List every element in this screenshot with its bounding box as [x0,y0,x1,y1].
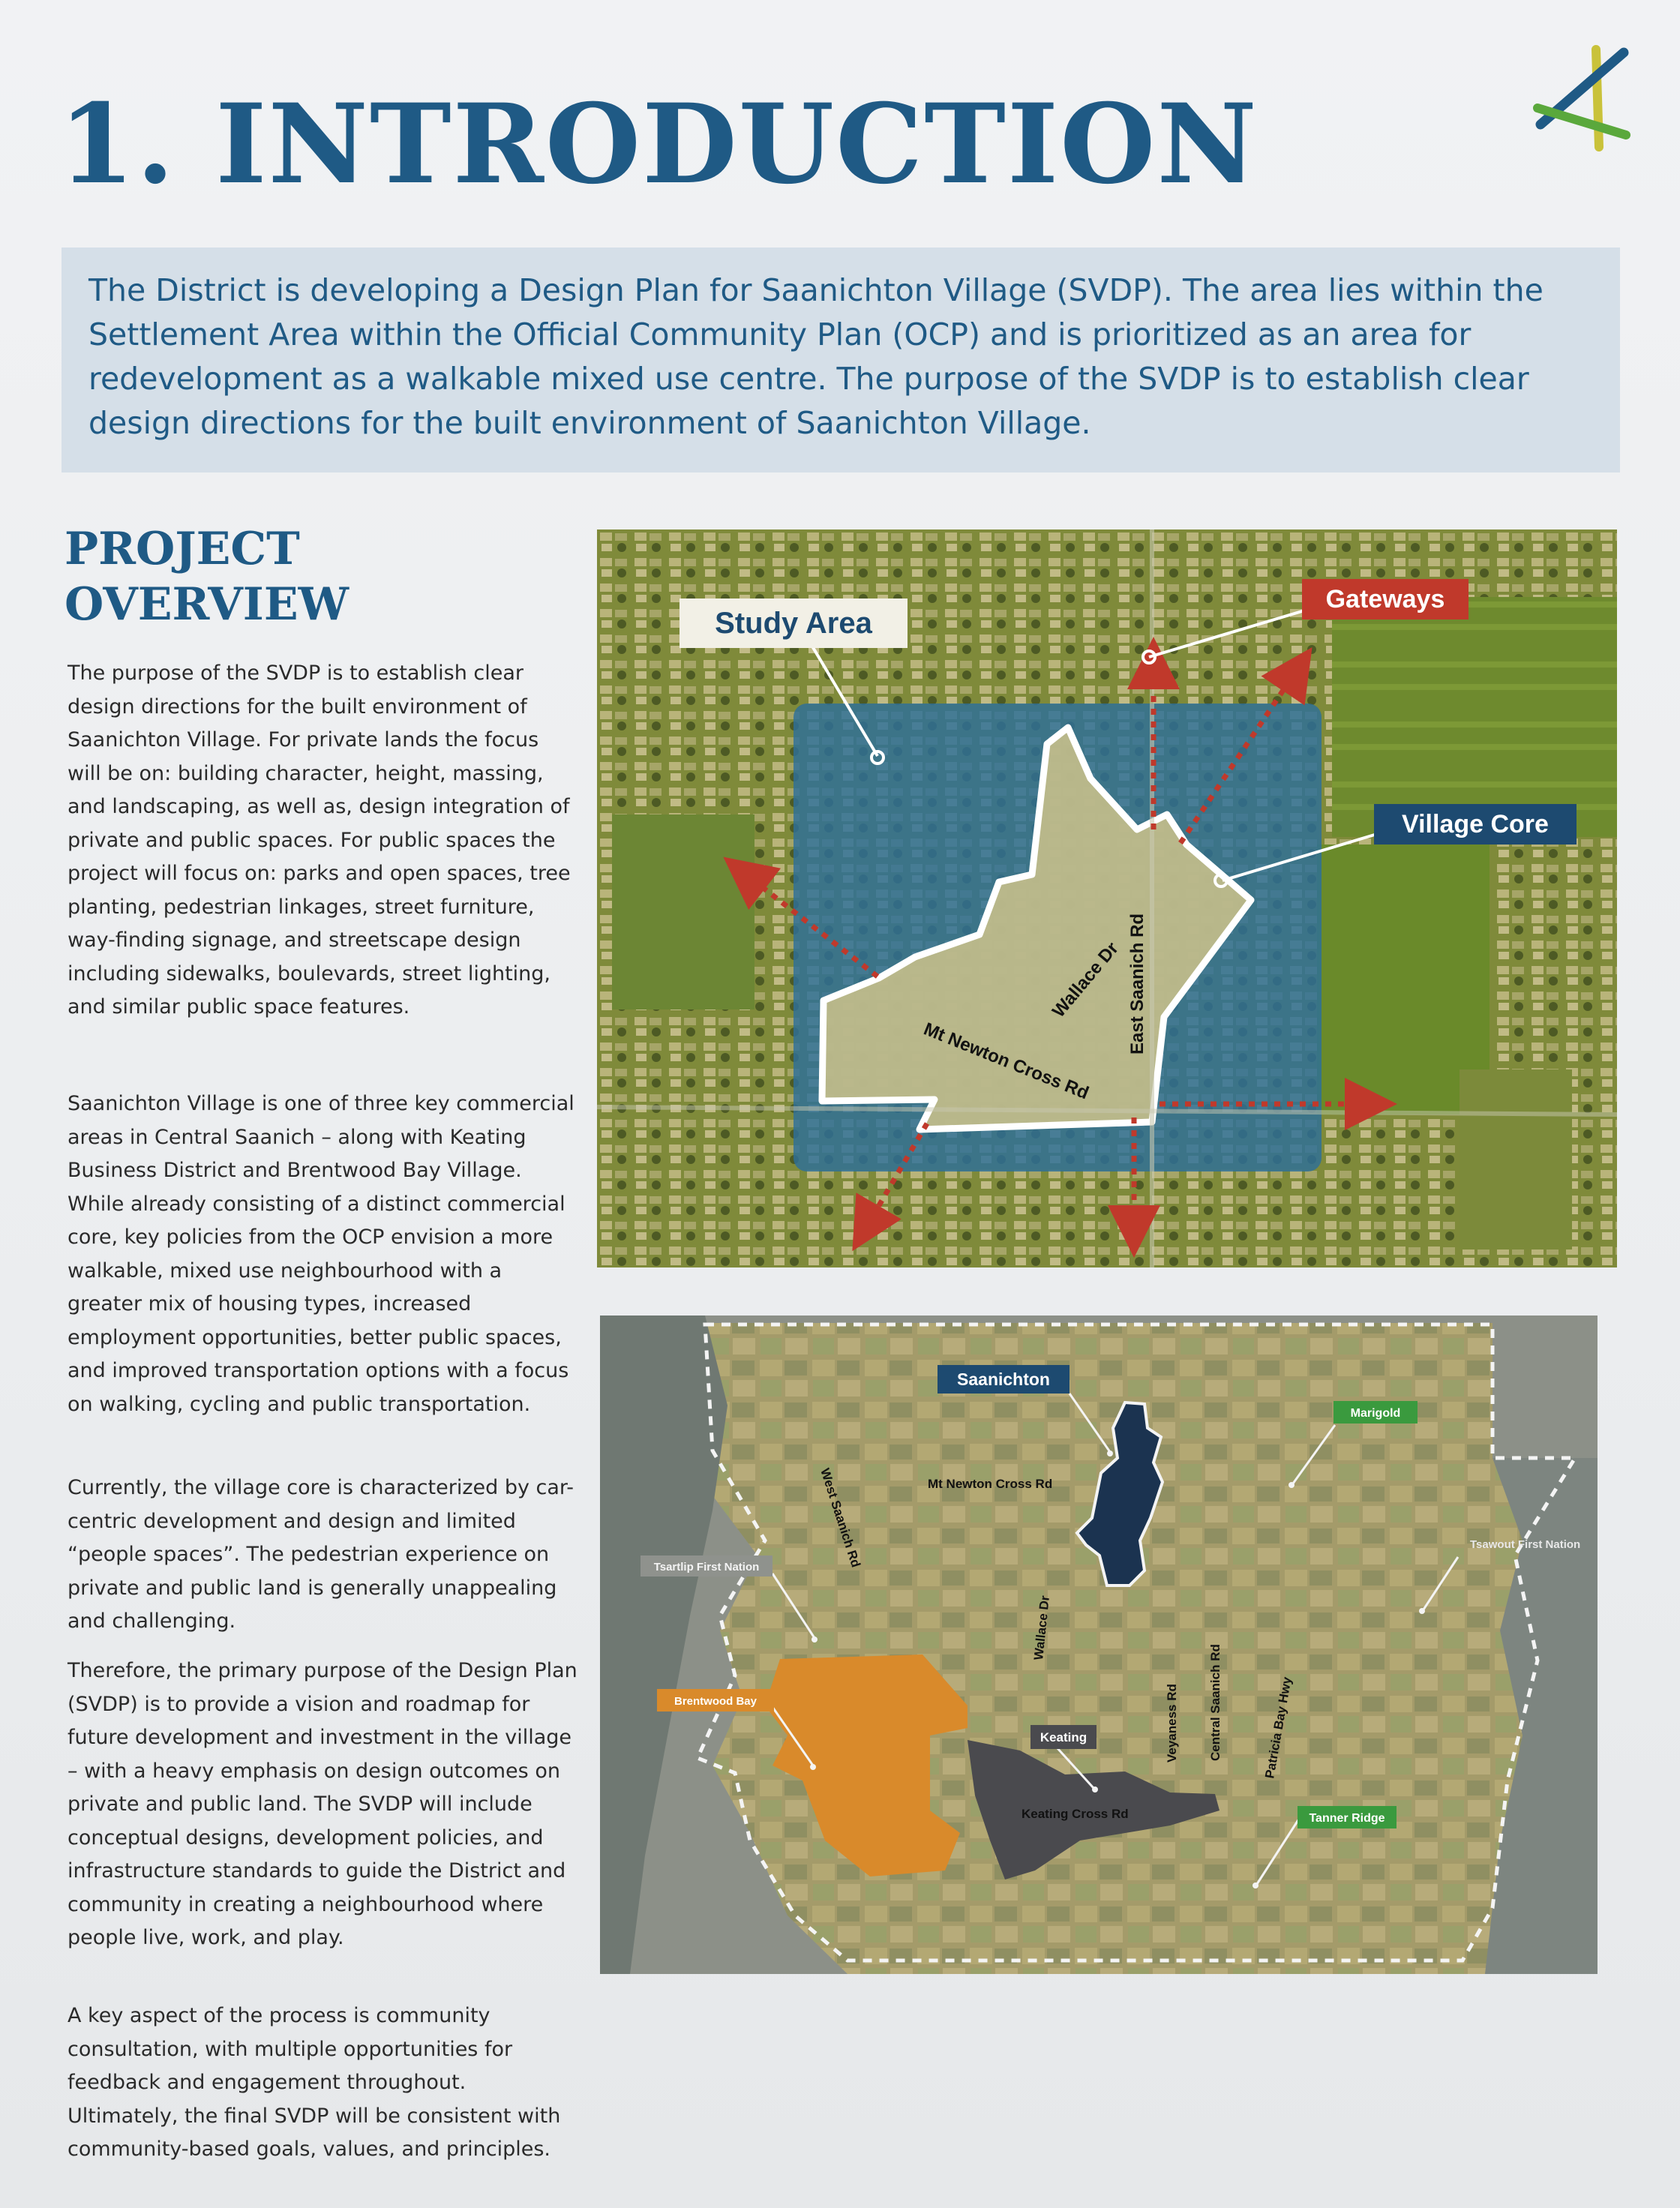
road-label-veyaness: Veyaness Rd [1165,1684,1179,1762]
keating-label: Keating [1040,1730,1088,1744]
study-area-map [597,530,1617,1268]
overview-paragraph-2: Saanichton Village is one of three key commercial areas in Central Saanich – along with Keating Business District and Brentwood Bay Village. While already consisting of a distinct commercial core, key policies from the OCP envision a more walkable, mixed use neighbourhood with a greater mix of housing types, increased employment opportunities, better public spaces, and improved transportation options with a focus on walking, cycling and public transportation. [68,1092,574,1416]
tsartlip-label: Tsartlip First Nation [653,1561,760,1574]
overview-paragraph-3: Currently, the village core is characterized by car-centric development and design and limited “people spaces”. The pedestrian experience on private and public land is generally unappealing and challenging. [68,1476,574,1633]
section-title: PROJECT OVERVIEW [64,523,349,631]
tsawout-label: Tsawout First Nation [1470,1538,1581,1551]
marigold-label: Marigold [1350,1407,1401,1420]
brentwood-label: Brentwood Bay [674,1695,758,1708]
context-map [600,1316,1598,1974]
overview-paragraph-1: The purpose of the SVDP is to establish clear design directions for the built environment of Saanichton Village. For private lands the focus will be on: building character, height, massing, and landscaping, as well as, design integration of private and public spaces. For public spaces the project will focus on: parks and open spaces, tree planting, pedestrian linkages, street furniture, way-finding signage, and streetscape design including sidewalks, boulevards, street lighting, and similar public space features. [68,662,571,1018]
tanner-ridge-label: Tanner Ridge [1309,1812,1385,1825]
page-title: 1. INTRODUCTION [58,80,1258,208]
gateways-label: Gateways [1325,585,1445,614]
village-core-label: Village Core [1402,810,1549,838]
road-label-mt-newton: Mt Newton Cross Rd [920,1018,1092,1104]
road-label-patricia-bay: Patricia Bay Hwy [1262,1676,1294,1780]
district-logo-icon [1530,42,1635,154]
road-label-east-saanich: East Saanich Rd [1127,913,1148,1054]
intro-text: The District is developing a Design Plan for Saanichton Village (SVDP). The area lies within the Settlement Area within the Official Community Plan (OCP) and is prioritized as an area for redevelopment as a walkable mixed use centre. The purpose of the SVDP is to establish clear design directions for the built environment of Saanichton Village. [88,272,1544,441]
road-label-west-saanich: West Saanich Rd [818,1466,863,1570]
road-label-central-saanich: Central Saanich Rd [1208,1644,1222,1761]
road-label-wallace: Wallace Dr [1031,1594,1052,1661]
overview-paragraph-5: A key aspect of the process is community consultation, with multiple opportunities for feedback and engagement throughout. Ultimately, the final SVDP will be consistent with community-based goals, values, and principles. [68,2004,561,2161]
road-label-wallace: Wallace Dr [1048,938,1123,1022]
road-label-mt-newton: Mt Newton Cross Rd [928,1477,1053,1491]
intro-box [62,248,1620,472]
study-area-label: Study Area [715,607,872,640]
road-label-keating-cross: Keating Cross Rd [1022,1807,1129,1821]
overview-paragraph-4: Therefore, the primary purpose of the Design Plan (SVDP) is to provide a vision and roadmap for future development and investment in the village – with a heavy emphasis on design outcomes on private and public land. The SVDP will include conceptual designs, development policies, and infrastructure standards to guide the District and community in creating a neighbourhood where people live, work, and play. [68,1659,578,1949]
saanichton-label: Saanichton [957,1370,1050,1389]
